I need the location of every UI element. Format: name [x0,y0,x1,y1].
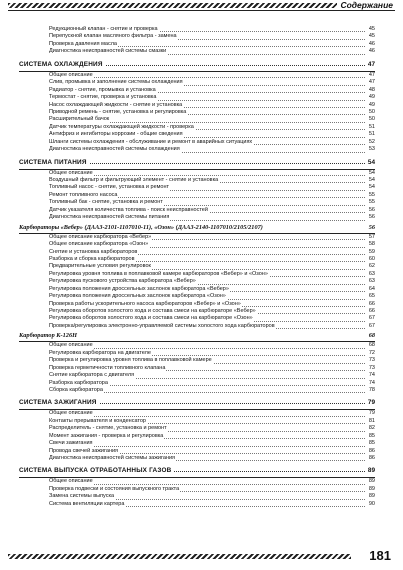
toc-entry-page: 48 [368,86,375,93]
toc-entry-title: Контакты прерывателя и конденсатор [49,417,146,424]
toc-entry-title: Диагностика неисправностей системы зажигания [49,455,176,461]
section-title: Карбюраторы «Вебер» (ДААЗ-2101-1107010-11), «Озон» (ДААЗ-2140-1107010/2105/2107) [19,223,263,231]
toc-entry-page: 63 [368,278,375,285]
toc-entry[interactable] [19,48,375,55]
toc-entry[interactable] [19,486,375,493]
toc-entry[interactable] [19,372,375,379]
toc-entry[interactable] [19,33,375,40]
toc-entry-title: Разборка карбюратора [49,379,108,386]
toc-entry-title: Проверка герметичности топливного клапана [49,364,166,371]
toc-entry[interactable] [19,170,375,177]
toc-entry[interactable] [19,278,375,285]
toc-entry[interactable] [19,234,375,241]
toc-entry[interactable] [19,448,375,455]
toc-entry[interactable] [19,418,375,425]
toc-entry[interactable] [19,365,375,372]
toc-entry-page: 78 [368,386,375,393]
toc-entry-title: Общее описание [49,71,93,78]
toc-entry-title: Общее описание [49,410,93,417]
toc-entry[interactable] [19,249,375,256]
toc-entry-page: 59 [368,248,375,255]
toc-entry-title: Регулировка пускового устройства карбюратора «Вебер» [49,278,196,285]
toc-entry[interactable] [19,87,375,94]
toc-entry-title: Провода свечей зажигания [49,447,119,454]
page-footer [0,545,403,570]
toc-entry-title: Насос охлаждающей жидкости - снятие и установка [49,101,183,108]
toc-entry-page: 65 [368,293,375,300]
toc-entry-title: Ремонт топливного насоса [49,191,118,198]
toc-entry-page: 52 [368,138,375,145]
toc-entry-title: Слив, промывка и заполнение системы охлаждения [49,79,183,86]
toc-entry-title: Датчик температуры охлаждающей жидкости - проверка [49,123,194,130]
toc-entry-title: Регулировка положения дроссельных заслонок карбюратора «Озон» [49,293,226,300]
toc-entry-page: 51 [368,131,375,138]
toc-entry[interactable] [19,263,375,270]
toc-entry[interactable] [19,308,375,315]
toc-entry-page: 81 [368,417,375,424]
toc-entry[interactable] [19,387,375,394]
toc-entry-title: Регулировка уровня топлива в поплавковой камере карбюраторов «Вебер» и «Озон» [49,270,268,277]
toc-entry-title: Момент зажигания - проверка и регулировка [49,432,164,439]
toc-entry-title: Регулировка оборотов холостого хода и состава смеси на карбюраторе «Озон» [49,315,253,322]
section-page: 79 [367,399,375,407]
toc-entry-title: Снятие и установка карбюраторов [49,248,138,255]
toc-entry-page: 68 [368,342,375,349]
subsection-heading[interactable] [19,223,375,234]
section-title: Карбюратор К-126Н [19,332,78,340]
toc-entry-title: Термостат - снятие, проверка и установка [49,94,157,101]
toc-entry-title: Редукционный клапан - снятие и проверка [49,26,158,32]
toc-entry[interactable] [19,94,375,101]
toc-entry-title: Радиатор - снятие, промывка и установка [49,86,156,93]
toc-entry-page: 86 [368,455,375,461]
toc-entry-page: 89 [368,485,375,492]
toc-entry-title: Диагностика неисправностей системы охлаждения [49,146,180,153]
toc-entry-page: 86 [368,447,375,454]
toc-entry-page: 49 [368,94,375,101]
toc-entry-page: 50 [368,116,375,123]
toc-entry-page: 56 [368,214,375,221]
dot-leader [49,175,365,176]
toc-entry[interactable] [19,79,375,86]
toc-entry-page: 67 [368,322,375,329]
toc-entry-title: Диагностика неисправностей системы питания [49,214,170,221]
toc-entry[interactable] [19,357,375,364]
footer-hatch-decoration [8,554,351,559]
toc-entry[interactable] [19,214,375,221]
section-page: 56 [368,223,375,231]
toc-entry-title: Проверка подвески и состояния выпускного тракта [49,485,180,492]
toc-entry-page: 47 [368,79,375,86]
toc-entry-page: 66 [368,308,375,314]
toc-entry-page: 60 [368,255,375,262]
toc-entry-page: 45 [368,26,375,32]
toc-entry-page: 46 [368,40,375,47]
toc-entry-title: Общее описание [49,478,93,485]
toc-entry-title: Регулировка карбюратора на двигателе [49,349,151,356]
toc-entry[interactable] [19,501,375,508]
section-page: 54 [367,158,375,166]
toc-entry[interactable] [19,256,375,263]
toc-entry-title: Проверка/регулировка электронно-управляемой системы холостого хода карбюраторов [49,322,275,329]
toc-entry-title: Диагностика неисправностей системы смазки [49,48,167,55]
toc-entry[interactable] [19,124,375,131]
toc-entry-title: Общее описание [49,169,93,176]
toc-entry-page: 89 [368,478,375,485]
toc-entry-page: 51 [368,123,375,130]
toc-entry[interactable] [19,293,375,300]
toc-entry[interactable] [19,139,375,146]
toc-entry-page: 67 [368,315,375,322]
section-heading[interactable] [19,156,375,170]
toc-entry-page: 46 [368,48,375,55]
toc-entry-title: Регулировка положения дроссельных заслонок карбюратора «Вебер» [49,285,229,292]
toc-entry-title: Антифриз и ингибиторы коррозии - общие сведения [49,131,183,138]
toc-entry[interactable] [19,493,375,500]
toc-entry-page: 58 [368,241,375,248]
section-title: СИСТЕМА ЗАЖИГАНИЯ [19,399,97,407]
toc-entry[interactable] [19,323,375,330]
toc-entry[interactable] [19,440,375,447]
toc-entry-title: Предварительные условия регулировок [49,263,151,270]
toc-entry[interactable] [19,131,375,138]
toc-entry-title: Система вентиляции картера [49,500,125,507]
toc-entry[interactable] [19,301,375,308]
toc-entry[interactable] [19,241,375,248]
toc-entry-title: Общее описание карбюратора «Вебер» [49,233,152,240]
toc-entry[interactable] [19,342,375,349]
toc-entry-page: 55 [368,191,375,198]
toc-entry-page: 73 [368,364,375,371]
section-page: 68 [368,332,375,340]
toc-entry-title: Приводной ремень - снятие, установка и регулировка [49,108,187,115]
toc-entry-page: 72 [368,349,375,356]
toc-entry-title: Проверка и регулировка уровня топлива в поплавковой камере [49,357,212,364]
toc-entry[interactable] [19,199,375,206]
toc-entry-title: Топливный насос - снятие, установка и ремонт [49,184,170,191]
page-header [0,0,403,22]
section-page: 89 [367,467,375,475]
toc-entry-title: Снятие карбюратора с двигателя [49,372,135,379]
toc-entry-title: Перепускной клапан масляного фильтра - замена [49,33,177,40]
header-hatch-decoration [8,3,341,8]
section-heading[interactable] [19,464,375,478]
toc-entry-title: Распределитель - снятие, установка и ремонт [49,425,167,432]
toc-entry-title: Проверка давления масла [49,40,117,47]
toc-entry-page: 73 [368,357,375,364]
toc-entry-title: Сборка карбюратора [49,386,103,393]
section-title: СИСТЕМА ВЫПУСКА ОТРАБОТАННЫХ ГАЗОВ [19,467,172,475]
toc-entry[interactable] [19,315,375,322]
toc-entry[interactable] [19,425,375,432]
toc-entry-page: 74 [368,379,375,386]
toc-entry-title: Воздушный фильтр и фильтрующий элемент - снятие и установка [49,177,219,183]
subsection-heading[interactable] [19,331,375,342]
toc-entry-title: Регулировка оборотов холостого хода и состава смеси на карбюраторе «Вебер» [49,308,256,314]
toc-entry-page: 54 [368,177,375,183]
dot-leader [49,446,365,447]
toc-entry[interactable] [19,380,375,387]
toc-entry-page: 57 [368,233,375,240]
dot-leader [49,416,365,417]
running-title: Содержание [337,0,393,10]
toc-entry-title: Шланги системы охлаждения - обслуживание и ремонт в аварийных ситуациях [49,138,253,145]
toc-entry-page: 90 [368,500,375,507]
toc-entry-title: Разборка и сборка карбюраторов [49,255,135,262]
toc-entry-page: 63 [368,270,375,277]
section-title: СИСТЕМА ОХЛАЖДЕНИЯ [19,60,103,68]
toc-entry-page: 82 [368,425,375,432]
toc-entry-title: Топливный бак - снятие, установка и ремонт [49,199,163,206]
toc-entry[interactable] [19,72,375,79]
toc-entry-page: 50 [368,108,375,115]
toc-entry[interactable] [19,478,375,485]
toc-entry-page: 54 [368,169,375,176]
toc-entry[interactable] [19,455,375,462]
toc-entry-page: 55 [368,199,375,206]
header-rule [8,10,395,11]
dot-leader [49,77,365,78]
toc-entry-page: 62 [368,263,375,270]
section-heading[interactable] [19,58,375,72]
toc-entry-title: Проверка работы ускорительного насоса карбюраторов «Вебер» и «Озон» [49,300,241,307]
toc-entry[interactable] [19,410,375,417]
dot-leader [49,348,365,349]
toc-entry-page: 54 [368,184,375,191]
toc-entry-page: 79 [368,410,375,417]
toc-entry[interactable] [19,102,375,109]
toc-entry-page: 56 [368,206,375,213]
dot-leader [49,484,365,485]
toc-entry-page: 53 [368,146,375,153]
toc-entry-title: Общее описание [49,342,93,349]
toc-entry[interactable] [19,433,375,440]
toc-entry-title: Замена системы выпуска [49,493,115,500]
toc-entry-page: 74 [368,372,375,379]
toc-entry-title: Общее описание карбюратора «Озон» [49,241,149,248]
toc-entry[interactable] [19,184,375,191]
toc-entry-page: 47 [368,71,375,78]
section-heading[interactable] [19,396,375,410]
table-of-contents [19,26,375,508]
toc-entry-page: 64 [368,285,375,292]
section-title: СИСТЕМА ПИТАНИЯ [19,158,87,166]
toc-entry-page: 45 [368,33,375,40]
toc-entry-page: 89 [368,493,375,500]
toc-entry-page: 66 [368,300,375,307]
toc-entry[interactable] [19,116,375,123]
toc-entry-page: 49 [368,101,375,108]
toc-entry-title: Датчик указателя количества топлива - поиск неисправностей [49,206,208,213]
toc-entry[interactable] [19,286,375,293]
toc-entry-title: Свечи зажигания [49,440,93,447]
section-page: 47 [367,60,375,68]
toc-entry-page: 85 [368,432,375,439]
page-number: 181 [369,548,391,563]
toc-entry-page: 85 [368,440,375,447]
toc-entry[interactable] [19,146,375,153]
toc-entry-title: Расширительный бачок [49,116,110,123]
